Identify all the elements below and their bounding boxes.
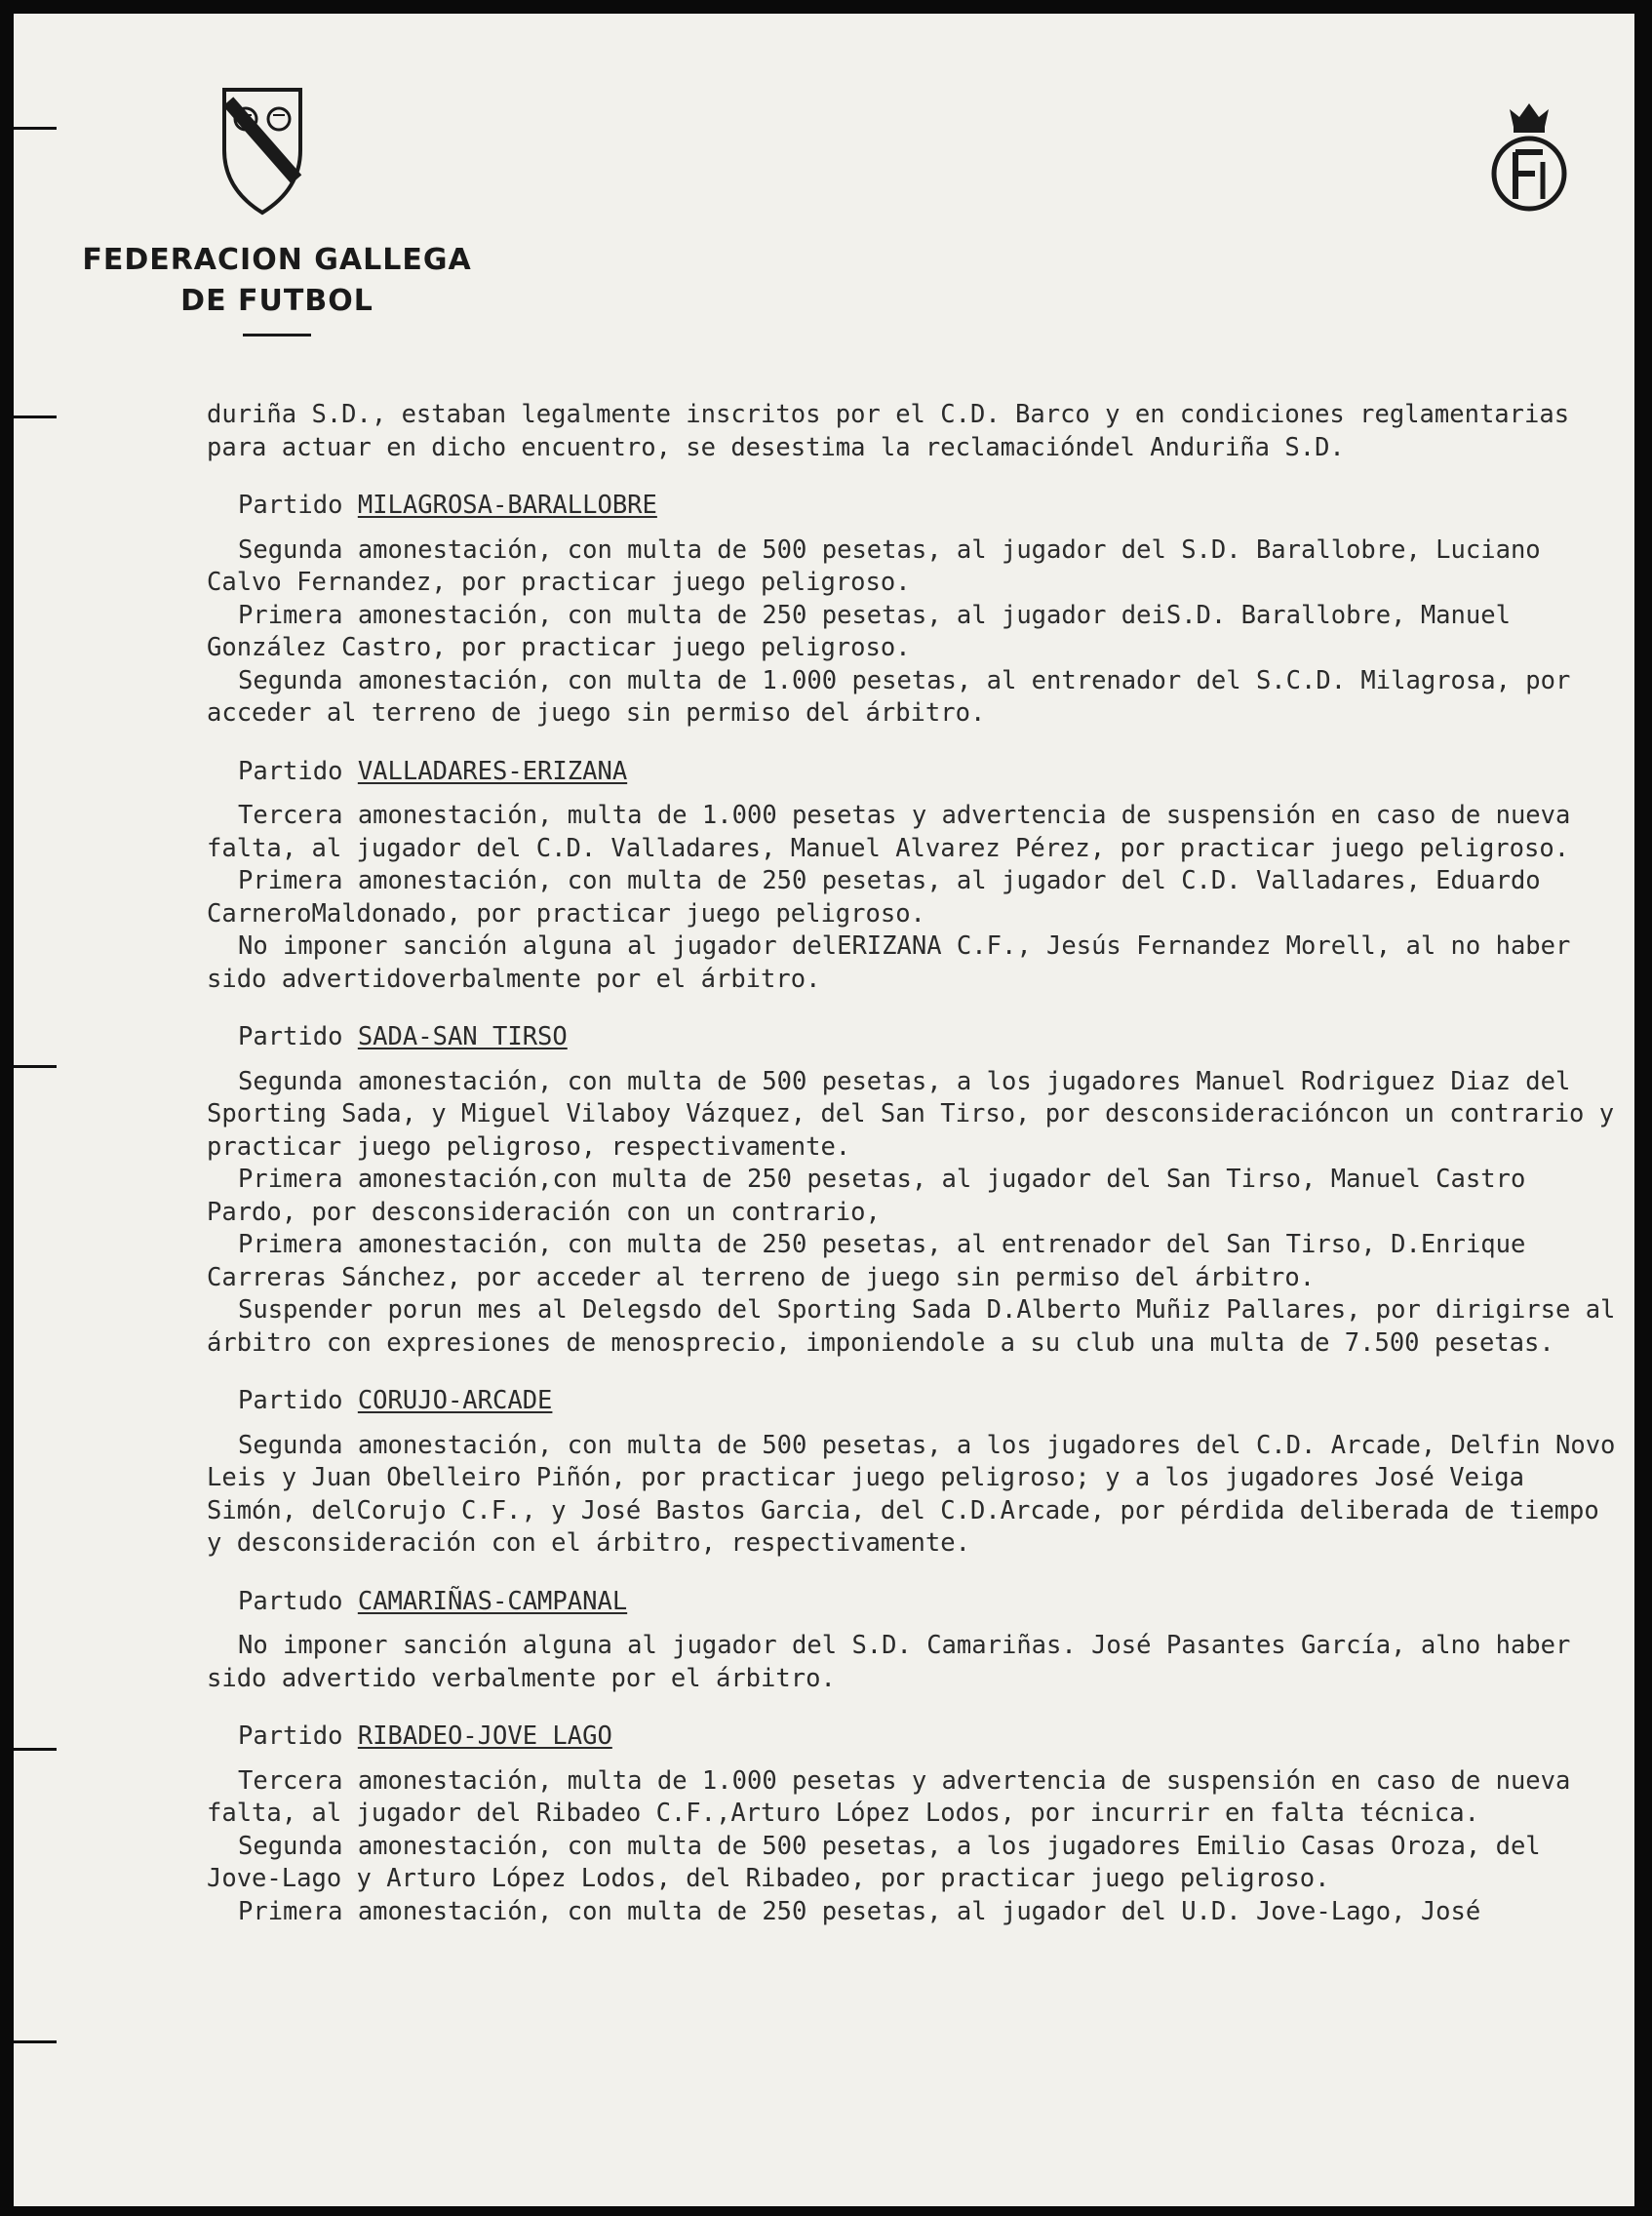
section-teams: SADA-SAN TIRSO (357, 1022, 568, 1051)
intro-paragraph: duriña S.D., estaban legalmente inscritos por el C.D. Barco y en condiciones reglamentarias para actuar en dicho encuentro, se desestima la reclamacióndel Anduriña S.D. (207, 400, 1585, 462)
document-page (14, 14, 1634, 2206)
sanction-paragraph: Primera amonestación,con multa de 250 pesetas, al jugador del San Tirso, Manuel Castro Pardo, por desconsideración con un contrario, (207, 1165, 1541, 1227)
sanction-paragraph: Tercera amonestación, multa de 1.000 pesetas y advertencia de suspensión en caso de nueva falta, al jugador del C.D. Valladares, Manuel Alvarez Pérez, por practicar juego peligroso. (207, 801, 1586, 863)
sanction-paragraph: No imponer sanción alguna al jugador delERIZANA C.F., Jesús Fernandez Morell, al no haber sido advertidoverbalmente por el árbitro. (207, 931, 1586, 994)
section-teams: CORUJO-ARCADE (357, 1386, 553, 1415)
sanction-paragraph: Segunda amonestación, con multa de 1.000 pesetas, al entrenador del S.C.D. Milagrosa, por acceder al terreno de juego sin permiso del árbitro. (207, 665, 1586, 728)
section-title (207, 756, 1621, 789)
section-label: Partido (238, 491, 343, 520)
section-teams: RIBADEO-JOVE LAGO (357, 1721, 612, 1751)
binder-hole-mark (14, 127, 57, 130)
letterhead (72, 82, 482, 336)
section-title (207, 490, 1621, 523)
sanction-paragraph: Segunda amonestación, con multa de 500 pesetas, al jugador del S.D. Barallobre, Luciano Calvo Fernandez, por practicar juego peligroso. (207, 534, 1556, 597)
section-title (207, 1721, 1621, 1754)
sanction-paragraph: Primera amonestación, con multa de 250 pesetas, al entrenador del San Tirso, D.Enrique Carreras Sánchez, por acceder al terreno de juego sin permiso del árbitro. (207, 1230, 1541, 1292)
shield-crest-icon (218, 82, 306, 218)
sanction-paragraph: Segunda amonestación, con multa de 500 pesetas, a los jugadores del C.D. Arcade, Delfin Novo Leis y Juan Obelleiro Piñón, por practicar juego peligroso; y a los jugadores José Veiga Simón, delCorujo C.F., y José Bastos Garcia, del C.D.Arcade, por pérdida deliberada de tiempo y desconsideración con el árbitro, respectivamente. (207, 1430, 1631, 1558)
document-body (207, 399, 1631, 1928)
sanction-paragraph: Segunda amonestación, con multa de 500 pesetas, a los jugadores Manuel Rodriguez Diaz del Sporting Sada, y Miguel Vilaboy Vázquez, del San Tirso, por desconsideracióncon un contrario y practicar juego peligroso, respectivamente. (207, 1066, 1630, 1162)
section-label: Partido (238, 756, 343, 786)
section-title (207, 1021, 1621, 1054)
section-label: Partido (238, 1721, 343, 1751)
federation-name-line1: FEDERACION GALLEGA (82, 243, 472, 277)
section-teams: CAMARIÑAS-CAMPANAL (357, 1586, 628, 1616)
sanction-paragraph: Primera amonestación, con multa de 250 pesetas, al jugador del C.D. Valladares, Eduardo CarneroMaldonado, por practicar juego peligroso. (207, 866, 1556, 929)
letterhead-rule (243, 334, 311, 336)
sanction-paragraph: Segunda amonestación, con multa de 500 pesetas, a los jugadores Emilio Casas Oroza, del Jove-Lago y Arturo López Lodos, del Ribadeo, por practicar juego peligroso. (207, 1831, 1556, 1893)
section-label: Partido (238, 1022, 343, 1051)
section-title (207, 1586, 1621, 1619)
section-teams: VALLADARES-ERIZANA (357, 756, 628, 786)
sanction-paragraph: Tercera amonestación, multa de 1.000 pesetas y advertencia de suspensión en caso de nueva falta, al jugador del Ribadeo C.F.,Arturo López Lodos, por incurrir en falta técnica. (207, 1765, 1586, 1828)
binder-hole-mark (14, 2040, 57, 2043)
sanction-paragraph: No imponer sanción alguna al jugador del S.D. Camariñas. José Pasantes García, alno haber sido advertido verbalmente por el árbitro. (207, 1631, 1586, 1693)
sanction-paragraph: Primera amonestación, con multa de 250 pesetas, al jugador del U.D. Jove-Lago, José (238, 1896, 1481, 1926)
binder-hole-mark (14, 416, 57, 418)
crowned-rfef-emblem-icon (1484, 98, 1574, 215)
binder-hole-mark (14, 1748, 57, 1751)
binder-hole-mark (14, 1065, 57, 1068)
section-label: Partido (238, 1386, 343, 1415)
section-teams: MILAGROSA-BARALLOBRE (357, 491, 657, 520)
sanction-paragraph: Suspender porun mes al Delegsdo del Sporting Sada D.Alberto Muñiz Pallares, por dirigirse al árbitro con expresiones de menosprecio, imponiendole a su club una multa de 7.500 pesetas. (207, 1295, 1631, 1358)
section-title (207, 1385, 1621, 1418)
federation-name-line2: DE FUTBOL (180, 284, 374, 318)
section-label: Partudo (238, 1586, 343, 1616)
sanction-paragraph: Primera amonestación, con multa de 250 pesetas, al jugador deiS.D. Barallobre, Manuel González Castro, por practicar juego peligroso. (207, 600, 1526, 662)
